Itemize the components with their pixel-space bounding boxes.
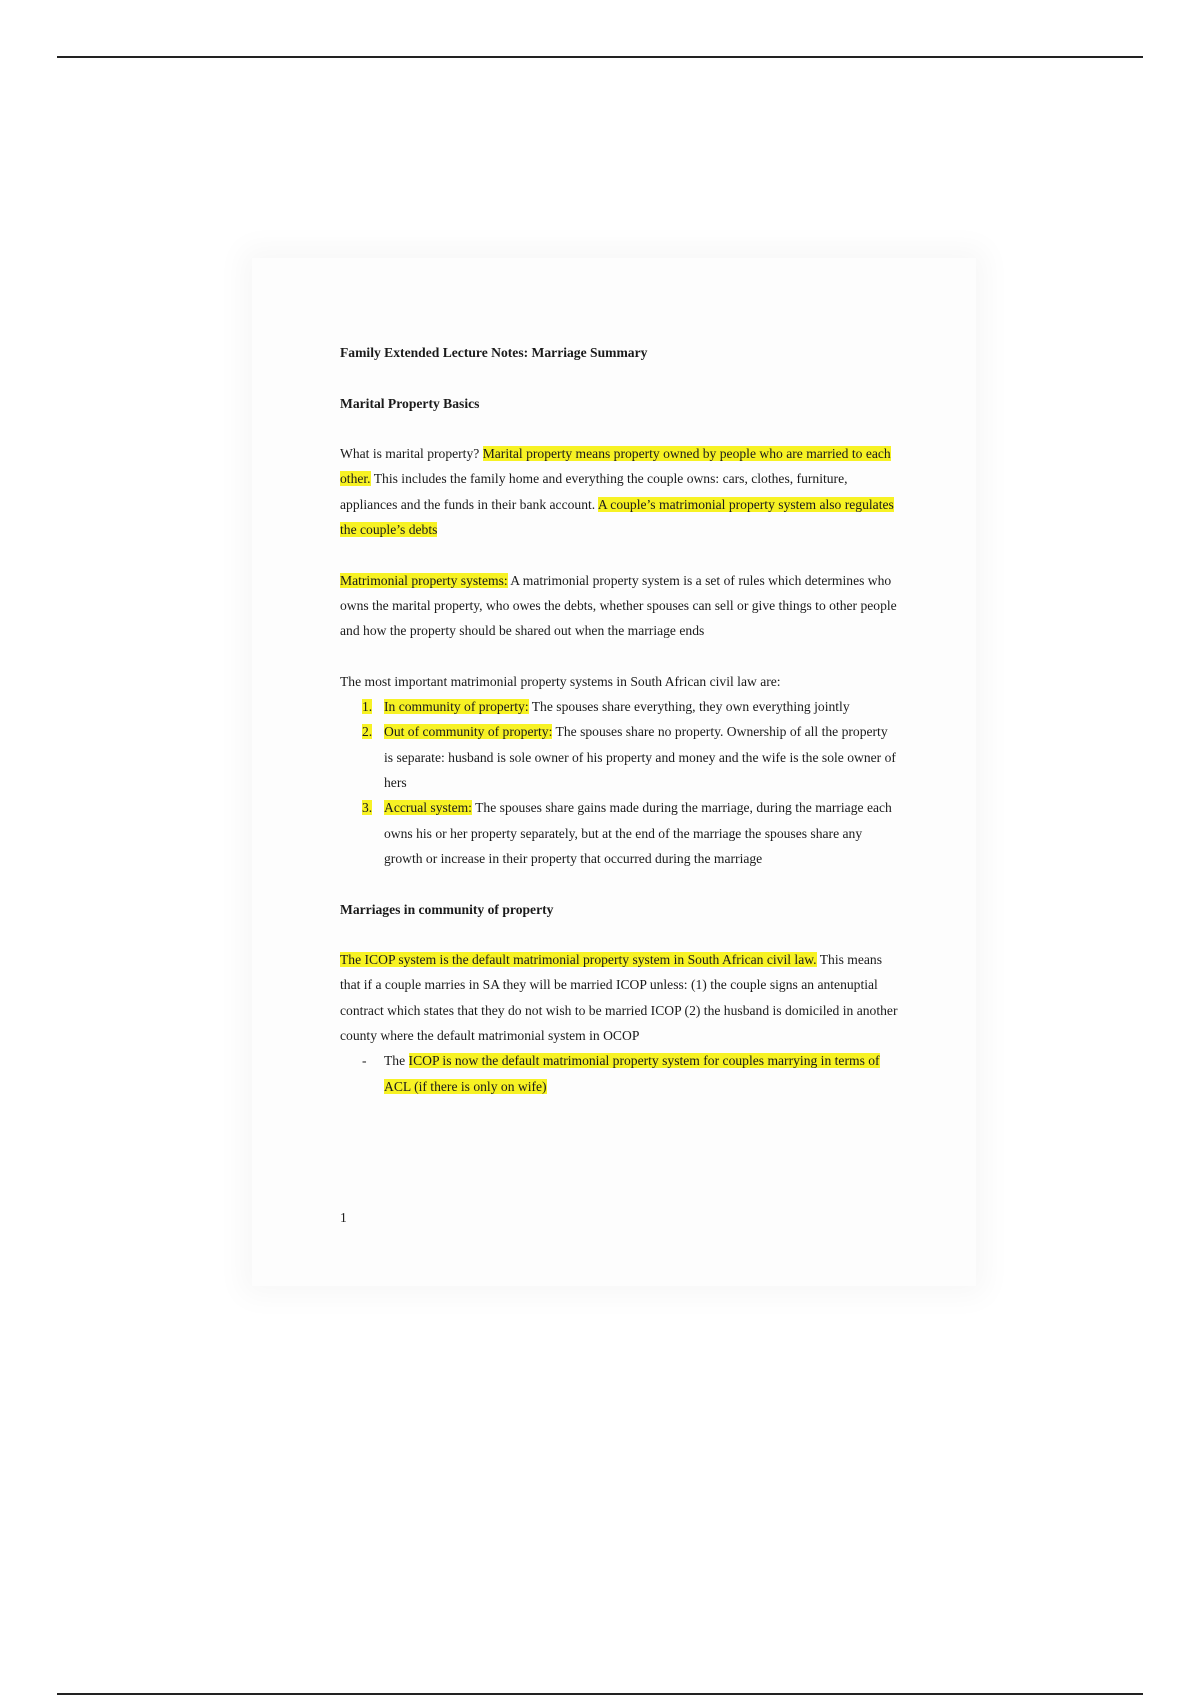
list-item bbox=[340, 795, 900, 871]
list-item-text: The bbox=[384, 1053, 409, 1069]
highlighted-text: A couple’s matrimonial property system also regulates the couple’s debts bbox=[340, 496, 894, 538]
paragraph-text: A matrimonial property system is a set of rules which determines who owns the marital property, who owes the debts, whether spouses can sell or give things to other people and how the property should be shared out when the marriage ends bbox=[340, 572, 897, 639]
document-body bbox=[340, 340, 900, 1099]
paragraph-lead: What is marital property? bbox=[340, 446, 483, 462]
list-item-text: The spouses share no property. Ownership of all the property is separate: husband is sole owner of his property and money and the wife is the sole owner of hers bbox=[384, 724, 896, 791]
paragraph-icop-default bbox=[340, 947, 900, 1048]
list-item bbox=[340, 719, 900, 795]
list-number: 3. bbox=[362, 800, 373, 816]
highlighted-term: In community of property: bbox=[384, 699, 529, 715]
section-heading-community-of-property: Marriages in community of property bbox=[340, 901, 554, 917]
page-number: 1 bbox=[340, 1210, 347, 1225]
highlighted-text: Matrimonial property systems: bbox=[340, 572, 508, 588]
highlighted-term: Out of community of property: bbox=[384, 724, 553, 740]
list-item bbox=[340, 1048, 900, 1099]
section-heading-marital-property-basics: Marital Property Basics bbox=[340, 395, 480, 411]
paragraph-text: This means that if a couple marries in SA they will be married ICOP unless: (1) the couple signs an antenuptial contract which states that they do not wish to be married ICOP (2) the husband is domiciled in another county where the default matrimonial system in OCOP bbox=[340, 952, 898, 1044]
document-title: Family Extended Lecture Notes: Marriage Summary bbox=[340, 345, 648, 360]
dash-list bbox=[340, 1048, 900, 1099]
systems-list bbox=[340, 694, 900, 871]
paragraph-marital-property bbox=[340, 441, 900, 542]
list-item bbox=[340, 694, 900, 719]
highlighted-text: Marital property means property owned by people who are married to each other. bbox=[340, 446, 891, 487]
list-item-text: The spouses share gains made during the marriage, during the marriage each owns his or her property separately, but at the end of the marriage the spouses share any growth or increase in their property that occurred during the marriage bbox=[384, 800, 892, 866]
list-dash: - bbox=[362, 1053, 367, 1069]
list-number: 1. bbox=[362, 699, 373, 715]
bottom-rule bbox=[57, 1693, 1143, 1695]
list-item-text: The spouses share everything, they own everything jointly bbox=[528, 699, 850, 715]
highlighted-text: ICOP is now the default matrimonial property system for couples marrying in terms of ACL (if there is only on wife) bbox=[384, 1053, 880, 1094]
paragraph-matrimonial-systems bbox=[340, 568, 900, 644]
paragraph-systems-intro: The most important matrimonial property systems in South African civil law are: bbox=[340, 673, 781, 689]
highlighted-term: Accrual system: bbox=[384, 800, 472, 816]
paragraph-text: This includes the family home and everything the couple owns: cars, clothes, furniture, appliances and the funds in their bank account. bbox=[340, 471, 848, 512]
highlighted-text: The ICOP system is the default matrimonial property system in South African civil law. bbox=[340, 952, 817, 968]
list-number: 2. bbox=[362, 724, 373, 740]
top-rule bbox=[57, 56, 1143, 58]
